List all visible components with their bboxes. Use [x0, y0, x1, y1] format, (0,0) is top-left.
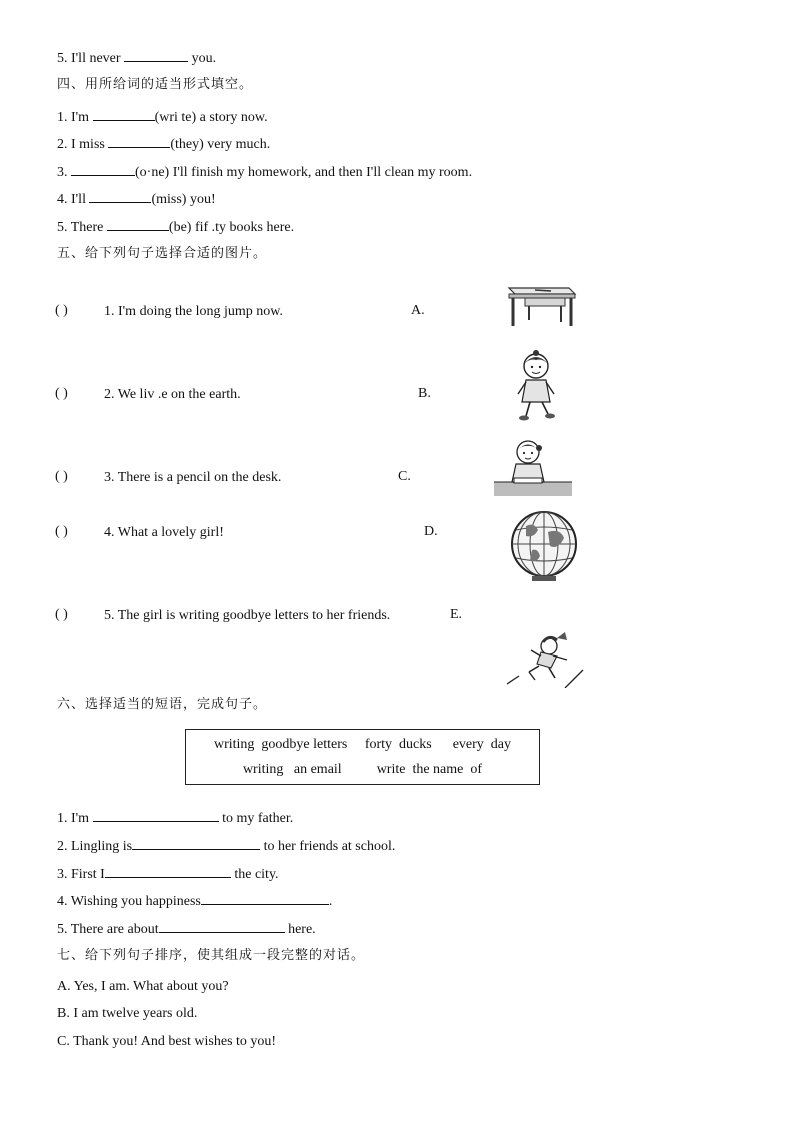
exercise-line: 2. I miss (they) very much.: [57, 134, 270, 154]
answer-parentheses[interactable]: ( ): [55, 607, 68, 622]
word-bank-box: [185, 729, 540, 785]
exercise-line: 3. First I the city.: [57, 864, 279, 884]
answer-blank[interactable]: [93, 808, 219, 822]
answer-parentheses[interactable]: ( ): [55, 303, 68, 318]
exercise-line: 4. Wishing you happiness .: [57, 891, 332, 911]
exercise-line: 5. There are about here.: [57, 919, 316, 939]
matching-sentence: 3. There is a pencil on the desk.: [104, 470, 282, 485]
option-letter: E.: [450, 607, 463, 622]
answer-blank[interactable]: [201, 891, 329, 905]
dialogue-sentence: A. Yes, I am. What about you?: [57, 979, 229, 994]
answer-blank[interactable]: [89, 189, 151, 203]
matching-sentence: 5. The girl is writing goodbye letters to her friends.: [104, 608, 391, 623]
word-bank-line: writing goodbye letters forty ducks every day: [213, 737, 512, 752]
answer-blank[interactable]: [105, 864, 231, 878]
answer-blank[interactable]: [107, 217, 169, 231]
option-letter: C.: [398, 469, 411, 484]
answer-blank[interactable]: [93, 107, 155, 121]
section-heading: 七、给下列句子排序，使其组成一段完整的对话。: [57, 948, 366, 963]
answer-blank[interactable]: [159, 919, 285, 933]
girl-icon: [512, 348, 560, 424]
matching-sentence: 4. What a lovely girl!: [104, 525, 224, 540]
dialogue-sentence: C. Thank you! And best wishes to you!: [57, 1034, 277, 1049]
section-heading: 四、用所给词的适当形式填空。: [57, 77, 254, 92]
answer-parentheses[interactable]: ( ): [55, 469, 68, 484]
exercise-line: 5. There (be) fif .ty books here.: [57, 217, 294, 237]
word-bank-line: writing an email write the name of: [242, 762, 483, 777]
matching-sentence: 2. We liv .e on the earth.: [104, 387, 241, 402]
answer-blank[interactable]: [124, 48, 188, 62]
long-jump-icon: [505, 630, 585, 688]
sentence-letter: A.: [57, 979, 71, 994]
answer-blank[interactable]: [132, 836, 260, 850]
option-letter: B.: [418, 386, 431, 401]
answer-parentheses[interactable]: ( ): [55, 524, 68, 539]
section-heading: 五、给下列句子选择合适的图片。: [57, 246, 268, 261]
answer-parentheses[interactable]: ( ): [55, 386, 68, 401]
exercise-line: [57, 48, 216, 68]
desk-icon: [505, 282, 577, 328]
item-text: I'll never: [71, 51, 121, 66]
exercise-line: 1. I'm (wri te) a story now.: [57, 107, 268, 127]
answer-blank[interactable]: [71, 162, 135, 176]
sentence-letter: B.: [57, 1006, 70, 1021]
sentence-letter: C.: [57, 1034, 70, 1049]
item-text: you.: [191, 51, 217, 66]
exercise-line: 2. Lingling is to her friends at school.: [57, 836, 395, 856]
matching-sentence: 1. I'm doing the long jump now.: [104, 304, 283, 319]
exercise-line: 3. (o·ne) I'll finish my homework, and then I'll clean my room.: [57, 162, 472, 182]
option-letter: A.: [411, 303, 425, 318]
section-heading: 六、选择适当的短语，完成句子。: [57, 697, 268, 712]
globe-icon: [508, 510, 580, 582]
girl-writing-icon: [494, 438, 572, 496]
item-number: 5.: [57, 51, 68, 66]
exercise-line: 4. I'll (miss) you!: [57, 189, 216, 209]
dialogue-sentence: B. I am twelve years old.: [57, 1006, 198, 1021]
answer-blank[interactable]: [108, 134, 170, 148]
exercise-line: 1. I'm to my father.: [57, 808, 293, 828]
option-letter: D.: [424, 524, 438, 539]
